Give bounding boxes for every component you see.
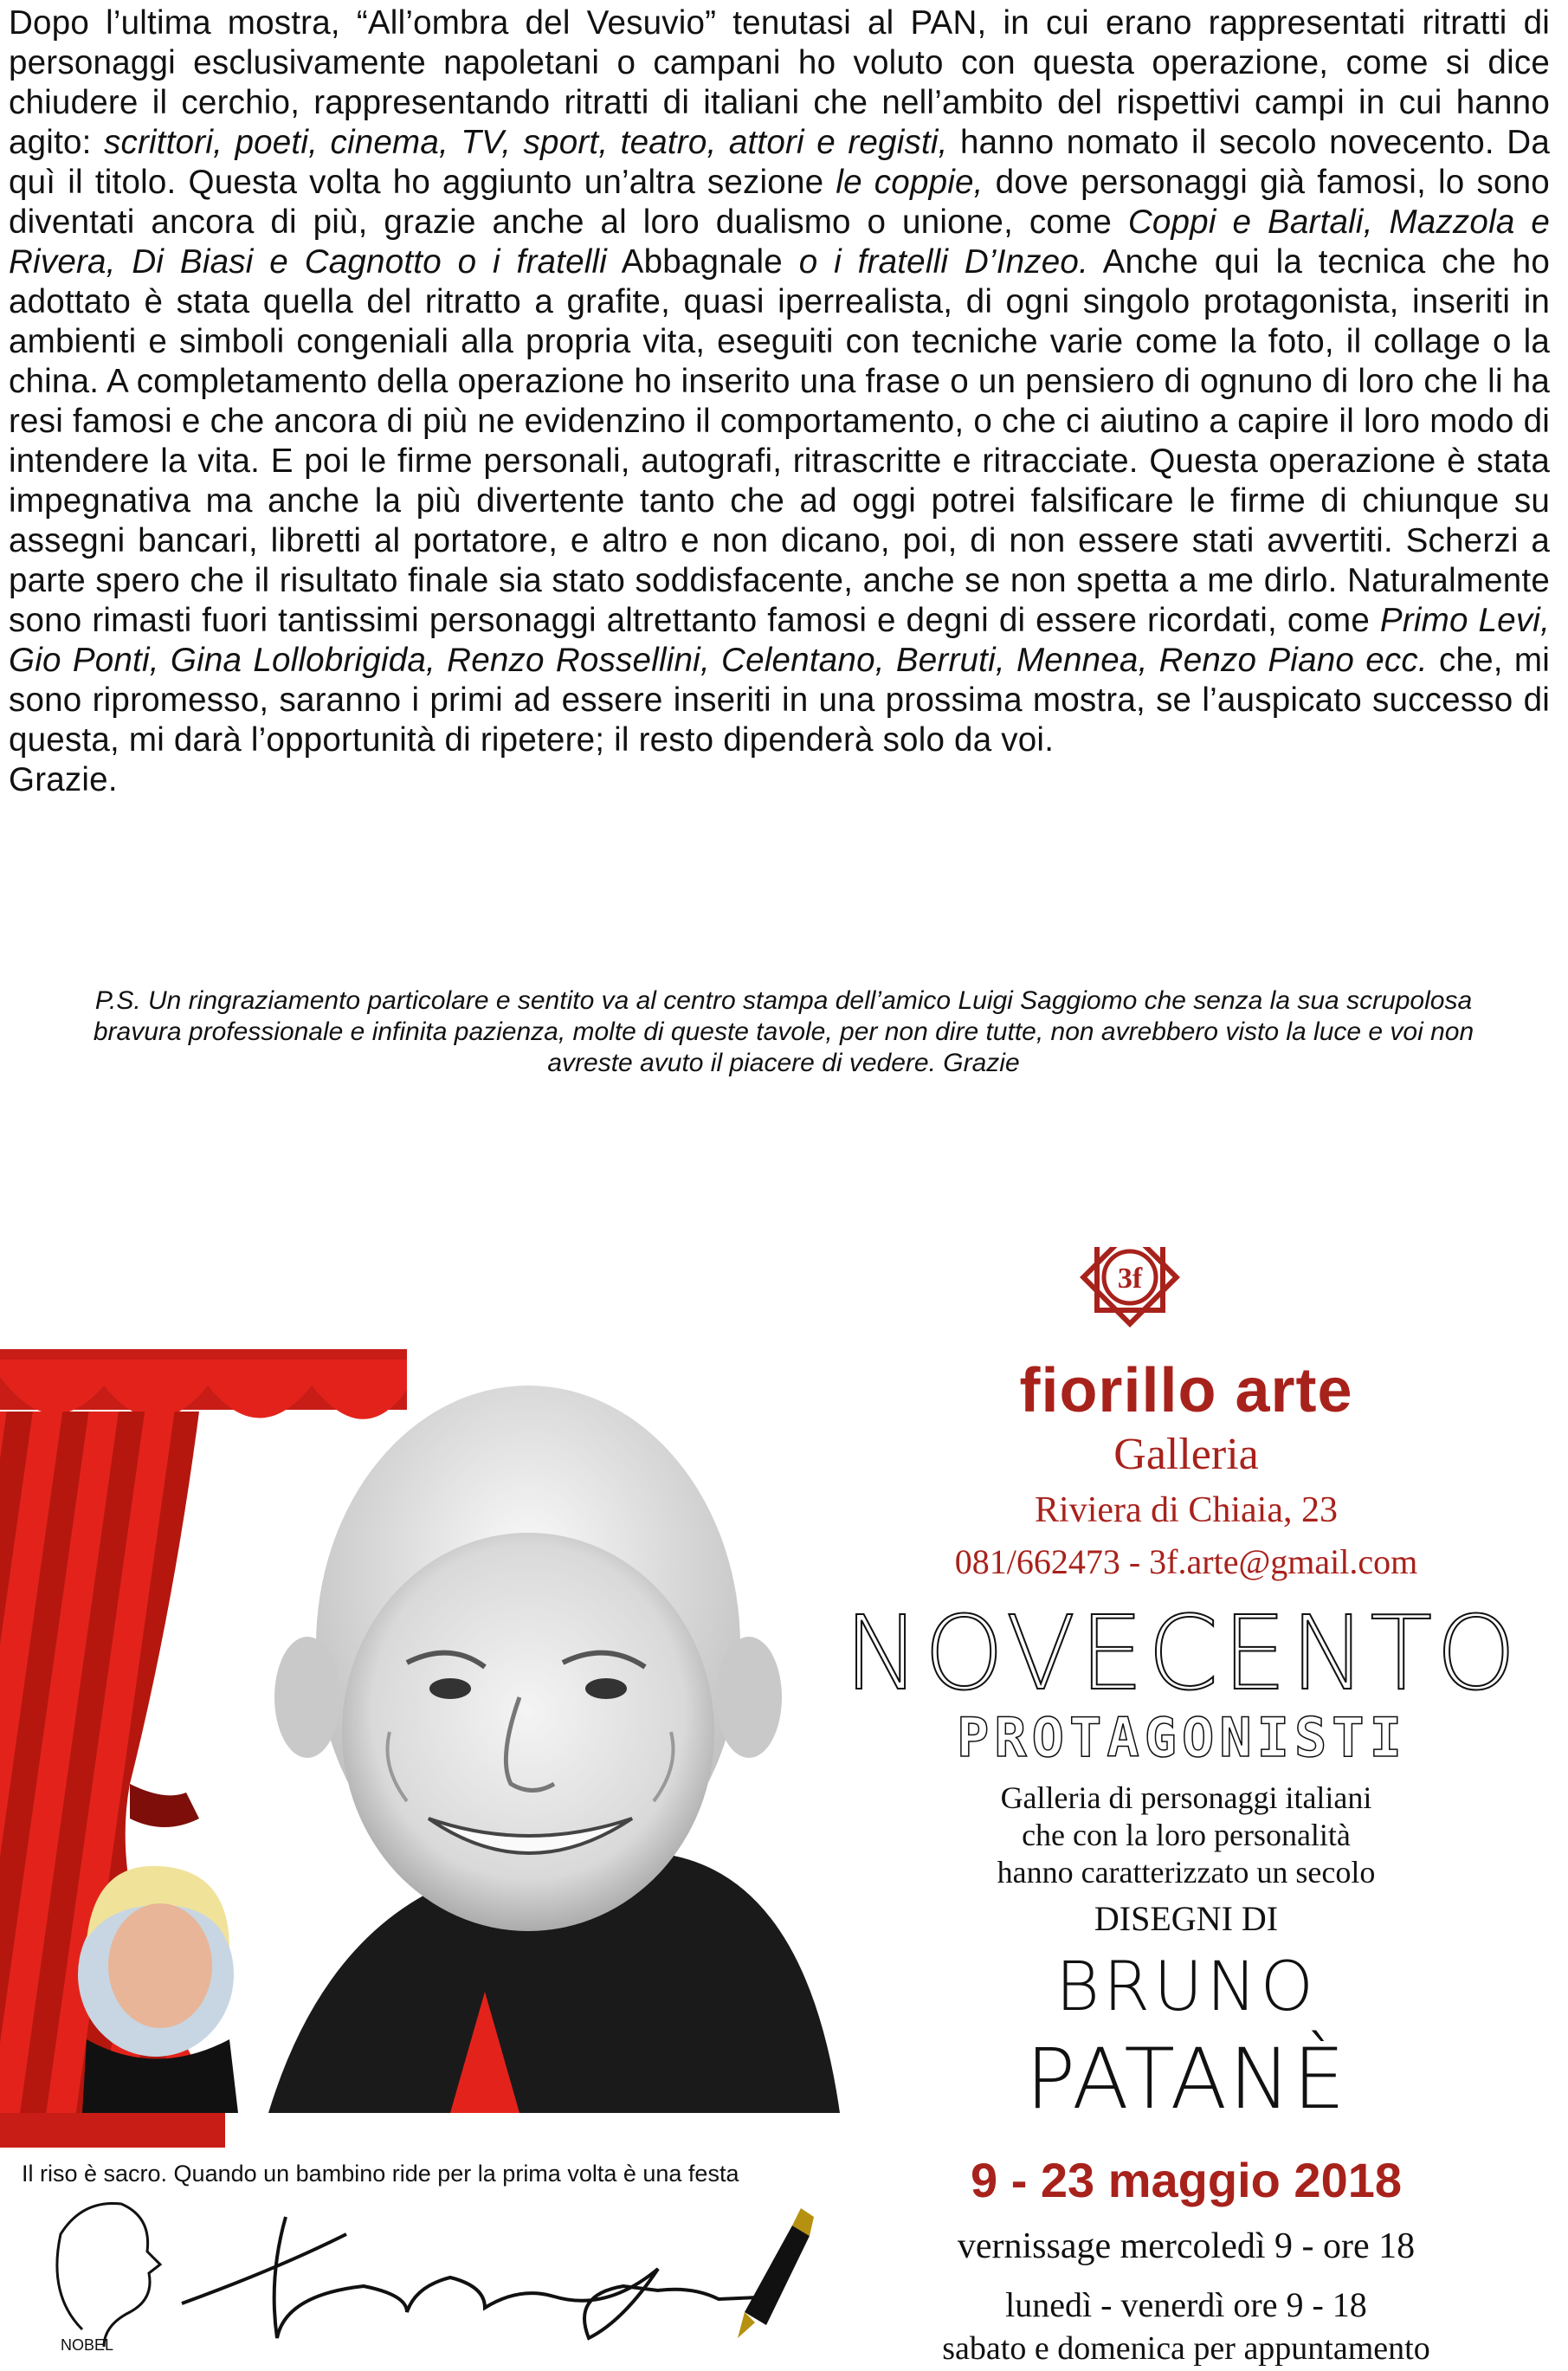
intro-text-segment: dove personaggi già famosi, lo sono diventati ancora di più, grazie anche al loro dualismo o unione, come xyxy=(9,164,1550,241)
intro-closing: Grazie. xyxy=(9,761,118,798)
signature-line-art xyxy=(57,2203,779,2347)
exhibition-dates: 9 - 23 maggio 2018 xyxy=(970,2153,1402,2207)
intro-text-segment: Primo Levi, Gio Ponti, Gina Lollobrigida, Renzo Rossellini, Celentano, Berruti, Mennea, Renzo Piano ecc. xyxy=(9,602,1550,679)
gallery-logo-mark xyxy=(1083,1247,1176,1324)
artist-last-name: PATANÈ xyxy=(1025,2031,1347,2128)
gallery-name: fiorillo arte xyxy=(1019,1356,1353,1425)
intro-text-segment: Dopo l’ultima mostra, “All’ombra del Vesuvio” tenutasi al PAN, in cui erano rappresentati ritratti di personaggi esclusivamente napoletani o campani ho voluto con questa operazione, come si dice chiudere il cerchio, rappresentando ritratti di italiani che nell’ambito del rispettivi campi in cui hanno agito: xyxy=(9,4,1550,161)
intro-text-segment: Anche qui la tecnica che ho adottato è stata quella del ritratto a grafite, quasi iperrealista, di ogni singolo protagonista, inseriti in ambienti e simboli congeniali alla propria vita, eseguiti con tecniche varie come la foto, il collage o la china. A completamento della operazione ho inserito una frase o un pensiero di ognuno di loro che li ha resi famosi e che ancora di più ne evidenzino il comportamento, o che ci aiutino a capire il loro modo di intendere la vita. E poi le firme personali, autografi, ritrascritte e ritracciate. Questa operazione è stata impegnativa ma anche la più divertente tanto che ad oggi potrei falsificare le firme di chiunque su assegni bancari, libretti al portatore, e altro e non dicano, poi, di non essere stati avvertiti. Scherzi a parte spero che il risultato finale sia stato soddisfacente, anche se non spetta a me dirlo. Naturalmente sono rimasti fuori tantissimi personaggi altrettanto famosi e degni di essere ricordati, come xyxy=(9,243,1550,639)
nobel-label: NOBEL xyxy=(61,2336,114,2354)
description-line: Galleria di personaggi italiani xyxy=(1000,1780,1372,1815)
fountain-pen xyxy=(738,2208,814,2338)
exhibition-subtitle: PROTAGONISTI xyxy=(957,1706,1407,1769)
logo-3f-text: 3f xyxy=(1117,1263,1143,1295)
vernissage-info: vernissage mercoledì 9 - ore 18 xyxy=(957,2226,1416,2266)
description-line: che con la loro personalità xyxy=(1022,1818,1351,1852)
artwork-quote: Il riso è sacro. Quando un bambino ride per la prima volta è una festa xyxy=(22,2161,739,2187)
intro-text-segment: Abbagnale xyxy=(607,243,799,281)
gallery-type: Galleria xyxy=(1113,1430,1259,1479)
description-line: hanno caratterizzato un secolo xyxy=(997,1855,1376,1890)
ps-note: P.S. Un ringraziamento particolare e sentito va al centro stampa dell’amico Luigi Saggiomo che senza la sua scrupolosa bravura professionale e infinita pazienza, molte di queste tavole, per non dire tutte, non avrebbero visto la luce e voi non avreste avuto il piacere di vedere. Grazie xyxy=(93,986,1474,1077)
gallery-address: Riviera di Chiaia, 23 xyxy=(1035,1490,1338,1530)
intro-text-segment: o i fratelli D’Inzeo. xyxy=(798,243,1088,281)
weekday-hours: lunedì - venerdì ore 9 - 18 xyxy=(1005,2285,1367,2324)
gallery-contact: 081/662473 - 3f.arte@gmail.com xyxy=(954,1542,1418,1581)
by-label: DISEGNI DI xyxy=(1094,1899,1279,1938)
intro-paragraph xyxy=(9,3,1550,800)
man-portrait xyxy=(268,1386,840,2113)
exhibition-poster xyxy=(0,1247,1568,2371)
woman-portrait xyxy=(78,1866,238,2113)
artist-first-name: BRUNO xyxy=(1055,1948,1318,2026)
exhibition-description xyxy=(831,1780,1541,1891)
exhibition-title: NOVECENTO xyxy=(843,1593,1520,1713)
weekend-hours: sabato e domenica per appuntamento xyxy=(942,2330,1430,2367)
intro-text-segment: scrittori, poeti, cinema, TV, sport, teatro, attori e registi, xyxy=(104,124,948,161)
intro-text-segment: hanno nomato il secolo novecento. Da quì il titolo. Questa volta ho aggiunto un’altra sezione xyxy=(9,124,1550,201)
intro-text-segment: che, mi sono ripromesso, saranno i primi ad essere inseriti in una prossima mostra, se l’auspicato successo di questa, mi darà l’opportunità di ripetere; il resto dipenderà solo da voi. xyxy=(9,642,1550,759)
intro-text-segment: le coppie, xyxy=(836,164,984,201)
intro-text-segment: Coppi e Bartali, Mazzola e Rivera, Di Biasi e Cagnotto o i fratelli xyxy=(9,204,1550,281)
